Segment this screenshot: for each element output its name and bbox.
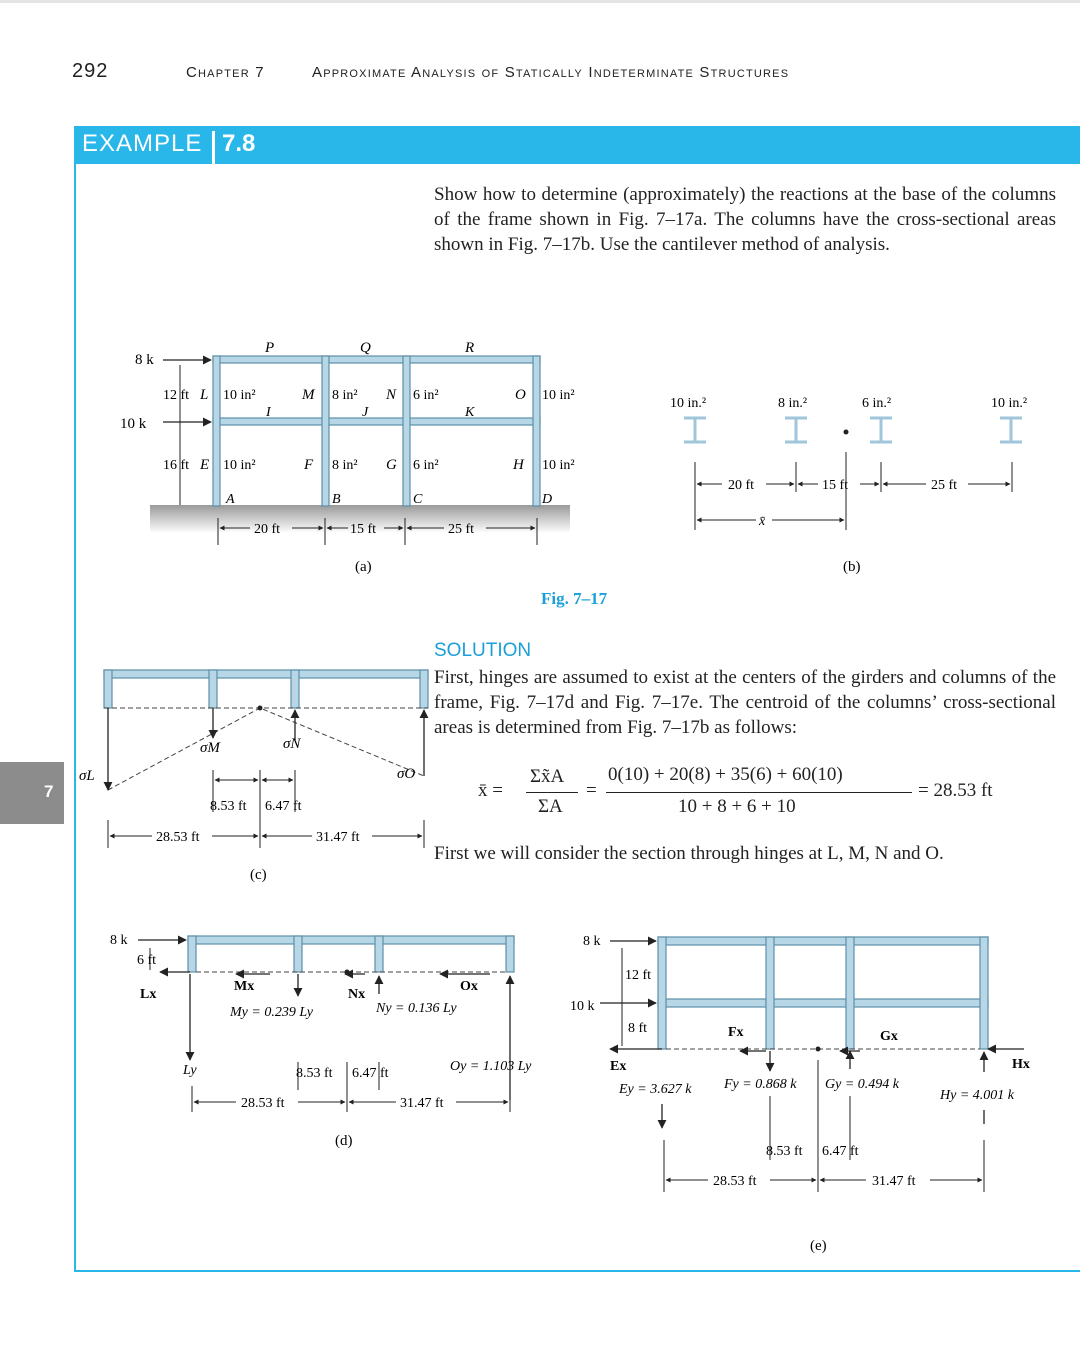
force-Ox: Ox xyxy=(460,979,478,994)
span-b-2: 15 ft xyxy=(822,478,849,493)
joint-O: O xyxy=(515,387,526,403)
eq-frac1-num: Σx̃A xyxy=(530,766,565,787)
force-Nx: Nx xyxy=(348,987,366,1002)
load-8k-label: 8 k xyxy=(135,352,154,368)
fig-b-label: (b) xyxy=(843,559,861,575)
force-Gx: Gx xyxy=(880,1029,898,1044)
force-My: My = 0.239 Ly xyxy=(230,1005,313,1020)
span-b-1: 20 ft xyxy=(728,478,755,493)
area-upper-N: 6 in² xyxy=(413,388,439,403)
frame-e-members xyxy=(658,937,988,1049)
load-e-10k: 10 k xyxy=(570,999,595,1014)
section-text: First we will consider the section through hinges at L, M, N and O. xyxy=(434,843,944,864)
area-lower-E: 10 in² xyxy=(223,458,256,473)
joint-M: M xyxy=(302,387,315,403)
height-e-8: 8 ft xyxy=(628,1021,648,1036)
height-lower-label: 16 ft xyxy=(163,458,190,473)
span-a-3: 25 ft xyxy=(448,522,475,537)
figure-b xyxy=(670,396,1027,575)
area-upper-O: 10 in² xyxy=(542,388,575,403)
solution-text: First, hinges are assumed to exist at the centers of the girders and columns of the frame, Fig. 7–17d and Fig. 7–17e. The centroid of the columns’ cross-sectional areas is determined from Fig. 7–17b as follows: xyxy=(434,667,1056,738)
joint-L: L xyxy=(200,387,209,403)
frame-a-members xyxy=(213,356,540,506)
label-I: I xyxy=(266,405,271,420)
area-upper-L: 10 in² xyxy=(223,388,256,403)
fig-c-label: (c) xyxy=(250,867,267,883)
example-number: 7.8 xyxy=(222,130,256,157)
centroid-dot-c xyxy=(258,706,263,711)
eq-frac1-den: ΣA xyxy=(538,796,563,817)
dim-e-4: 31.47 ft xyxy=(872,1174,916,1189)
i-beam-sections xyxy=(684,418,1022,442)
force-Ny: Ny = 0.136 Ly xyxy=(376,1001,457,1016)
height-upper-label: 12 ft xyxy=(163,388,190,403)
eq-result: = 28.53 ft xyxy=(918,780,993,801)
area-b-4: 10 in.² xyxy=(991,396,1028,411)
dim-e-3: 28.53 ft xyxy=(713,1174,757,1189)
load-10k-label: 10 k xyxy=(120,416,147,432)
area-b-1: 10 in.² xyxy=(670,396,707,411)
example-label: EXAMPLE xyxy=(82,130,203,157)
base-C: C xyxy=(413,492,423,507)
area-upper-M: 8 in² xyxy=(332,388,358,403)
dim-c-2: 6.47 ft xyxy=(265,799,302,814)
chapter-tab: 7 xyxy=(0,762,64,824)
height-e-12: 12 ft xyxy=(625,968,652,983)
force-Fx: Fx xyxy=(728,1025,744,1040)
force-Hx: Hx xyxy=(1012,1057,1030,1072)
eq-frac2-num: 0(10) + 20(8) + 35(6) + 60(10) xyxy=(608,764,843,785)
eq-frac2-den: 10 + 8 + 6 + 10 xyxy=(678,796,796,817)
sigma-O: σO xyxy=(397,766,416,782)
joint-F: F xyxy=(304,457,314,473)
joint-H: H xyxy=(513,457,524,473)
dim-d-2: 6.47 ft xyxy=(352,1066,389,1081)
joint-R: R xyxy=(465,340,475,356)
xbar-label: x̄ xyxy=(759,514,766,529)
frame-d-members xyxy=(188,936,514,972)
dims-e xyxy=(664,1060,984,1192)
chapter-title: Approximate Analysis of Statically Indeterminate Structures xyxy=(312,64,790,81)
area-b-3: 6 in.² xyxy=(862,396,892,411)
base-D: D xyxy=(542,492,553,507)
span-b-3: 25 ft xyxy=(931,478,958,493)
load-e-8k: 8 k xyxy=(583,934,601,949)
frame-c-members xyxy=(104,670,428,708)
dim-c-3: 28.53 ft xyxy=(156,830,200,845)
figure-e xyxy=(570,934,1030,1254)
span-a-1: 20 ft xyxy=(254,522,281,537)
force-Fy: Fy = 0.868 k xyxy=(724,1077,797,1092)
force-Ey: Ey = 3.627 k xyxy=(619,1082,692,1097)
sigma-L: σL xyxy=(79,768,95,784)
fig-e-label: (e) xyxy=(810,1238,827,1254)
joint-E: E xyxy=(200,457,210,473)
force-Hy: Hy = 4.001 k xyxy=(940,1088,1014,1103)
dim-d-4: 31.47 ft xyxy=(400,1096,444,1111)
area-lower-G: 6 in² xyxy=(413,458,439,473)
force-Gy: Gy = 0.494 k xyxy=(825,1077,899,1092)
base-B: B xyxy=(332,492,341,507)
area-lower-F: 8 in² xyxy=(332,458,358,473)
force-Ly: Ly xyxy=(183,1063,197,1078)
area-b-2: 8 in.² xyxy=(778,396,808,411)
centroid-dot-e xyxy=(816,1047,821,1052)
joint-G: G xyxy=(386,457,397,473)
eq-equals: = xyxy=(586,780,597,801)
centroid-dot xyxy=(844,430,849,435)
chapter-label: Chapter 7 xyxy=(186,64,265,81)
force-Oy: Oy = 1.103 Ly xyxy=(450,1059,532,1074)
force-Ex: Ex xyxy=(610,1059,627,1074)
dim-c-1: 8.53 ft xyxy=(210,799,247,814)
force-Lx: Lx xyxy=(140,987,157,1002)
dim-c-4: 31.47 ft xyxy=(316,830,360,845)
fig-d-label: (d) xyxy=(335,1133,353,1149)
stress-line xyxy=(108,708,424,790)
force-Mx: Mx xyxy=(234,979,255,994)
eq-lhs: x̄ = xyxy=(478,780,503,801)
joint-Q: Q xyxy=(360,340,371,356)
dim-e-2: 6.47 ft xyxy=(822,1144,859,1159)
solution-heading: SOLUTION xyxy=(434,640,532,661)
problem-statement: Show how to determine (approximately) the reactions at the base of the columns of the frame shown in Fig. 7–17a. The columns have the cross-sectional areas shown in Fig. 7–17b. Use the cantilever method of analysis. xyxy=(434,184,1056,255)
figure-a xyxy=(120,340,575,575)
figure-c xyxy=(79,670,428,883)
base-A: A xyxy=(226,492,235,507)
sigma-N: σN xyxy=(283,736,301,752)
joint-P: P xyxy=(265,340,275,356)
label-J: J xyxy=(362,405,369,420)
joint-N: N xyxy=(386,387,397,403)
load-d-label: 8 k xyxy=(110,933,128,948)
area-lower-H: 10 in² xyxy=(542,458,575,473)
fig-a-label: (a) xyxy=(355,559,372,575)
sigma-M: σM xyxy=(200,740,220,756)
height-d-label: 6 ft xyxy=(137,953,157,968)
figure-caption: Fig. 7–17 xyxy=(541,589,608,608)
dim-e-1: 8.53 ft xyxy=(766,1144,803,1159)
span-a-2: 15 ft xyxy=(350,522,377,537)
figure-d xyxy=(110,933,532,1149)
page-number: 292 xyxy=(72,60,109,82)
label-K: K xyxy=(465,405,475,420)
dim-d-1: 8.53 ft xyxy=(296,1066,333,1081)
dim-d-3: 28.53 ft xyxy=(241,1096,285,1111)
